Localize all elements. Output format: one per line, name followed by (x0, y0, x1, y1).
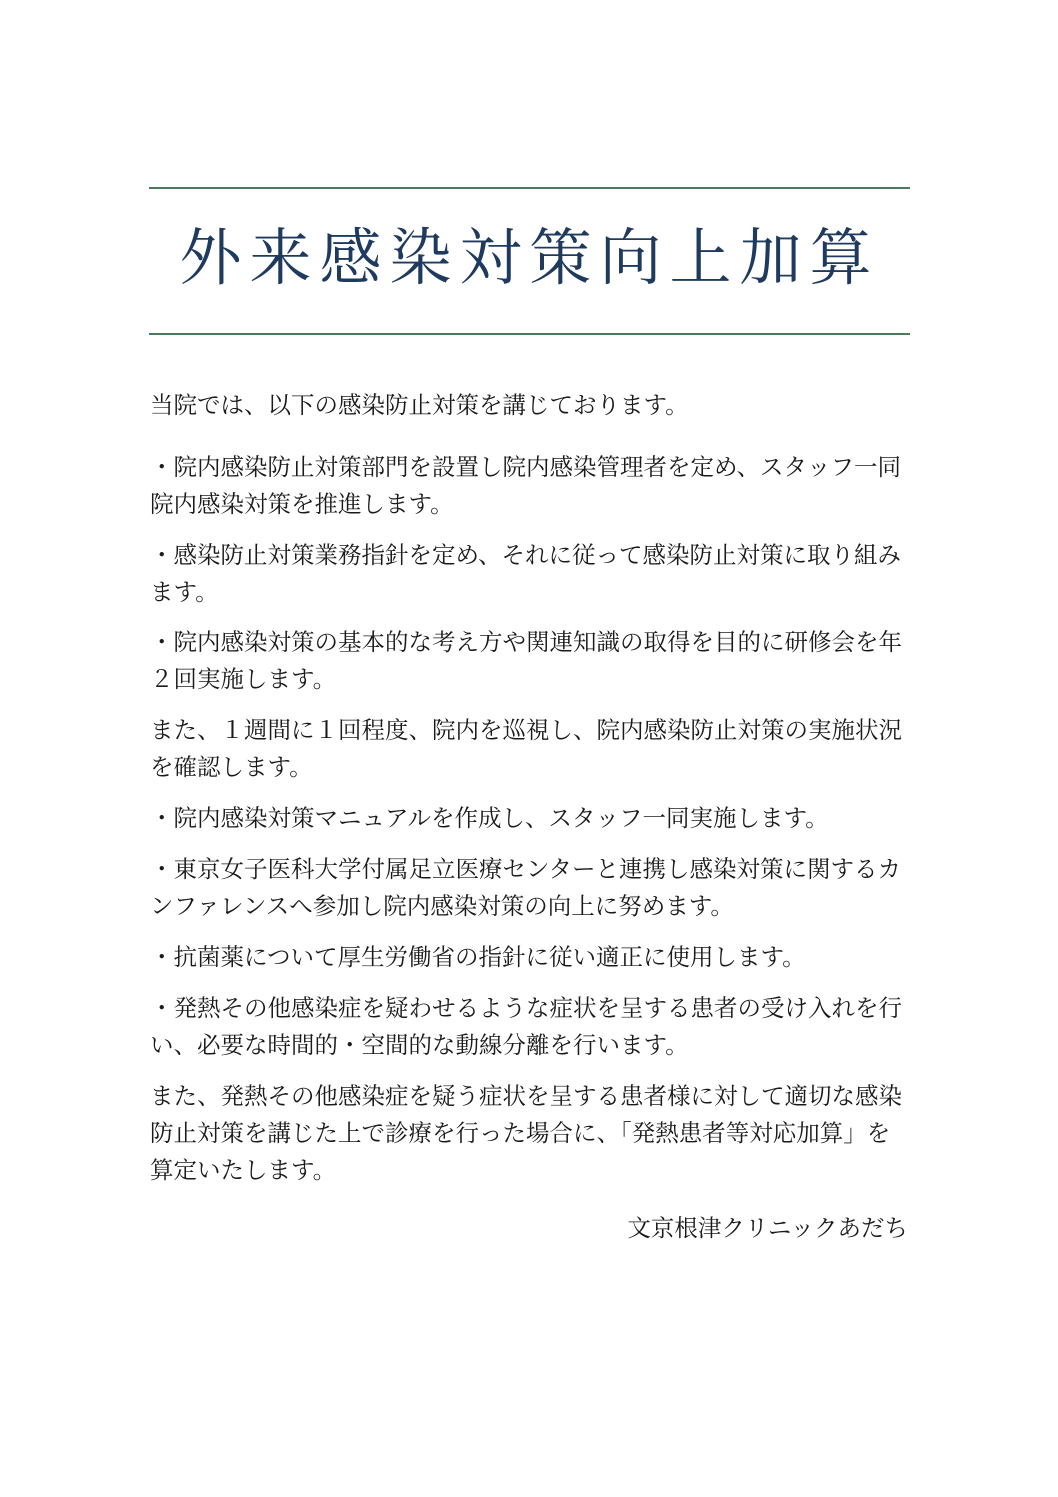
title-rule-bottom (149, 333, 910, 335)
paragraph-manual: ・院内感染対策マニュアルを作成し、スタッフ一同実施します。 (150, 804, 829, 832)
paragraph-conference: ・東京女子医科大学付属足立医療センターと連携し感染対策に関するカ ンファレンスへ参加し院内感染対策の向上に努めます。 (150, 855, 902, 920)
intro-paragraph: 当院では、以下の感染防止対策を講じております。 (150, 391, 689, 419)
document-title: 外来感染対策向上加算 (179, 221, 880, 294)
paragraph-infection-control-department: ・院内感染防止対策部門を設置し院内感染管理者を定め、スタッフ一同 院内感染対策を推進します。 (150, 453, 902, 518)
paragraph-fever-patients: ・発熱その他感染症を疑わせるような症状を呈する患者の受け入れを行 い、必要な時間的・空間的な動線分離を行います。 (150, 994, 902, 1059)
paragraph-fee-calculation: また、発熱その他感染症を疑う症状を呈する患者様に対して適切な感染 防止対策を講じた上で診療を行った場合に、「発熱患者等対応加算」を 算定いたします。 (150, 1082, 902, 1184)
paragraph-guidelines: ・感染防止対策業務指針を定め、それに従って感染防止対策に取り組み ます。 (150, 541, 902, 606)
paragraph-inspection: また、１週間に１回程度、院内を巡視し、院内感染防止対策の実施状況 を確認します。 (150, 716, 902, 781)
title-rule-top (149, 187, 910, 189)
clinic-signature: 文京根津クリニックあだち (627, 1214, 908, 1242)
paragraph-training: ・院内感染対策の基本的な考え方や関連知識の取得を目的に研修会を年 ２回実施します。 (150, 628, 902, 693)
paragraph-antibiotics: ・抗菌薬について厚生労働省の指針に従い適正に使用します。 (150, 943, 806, 971)
